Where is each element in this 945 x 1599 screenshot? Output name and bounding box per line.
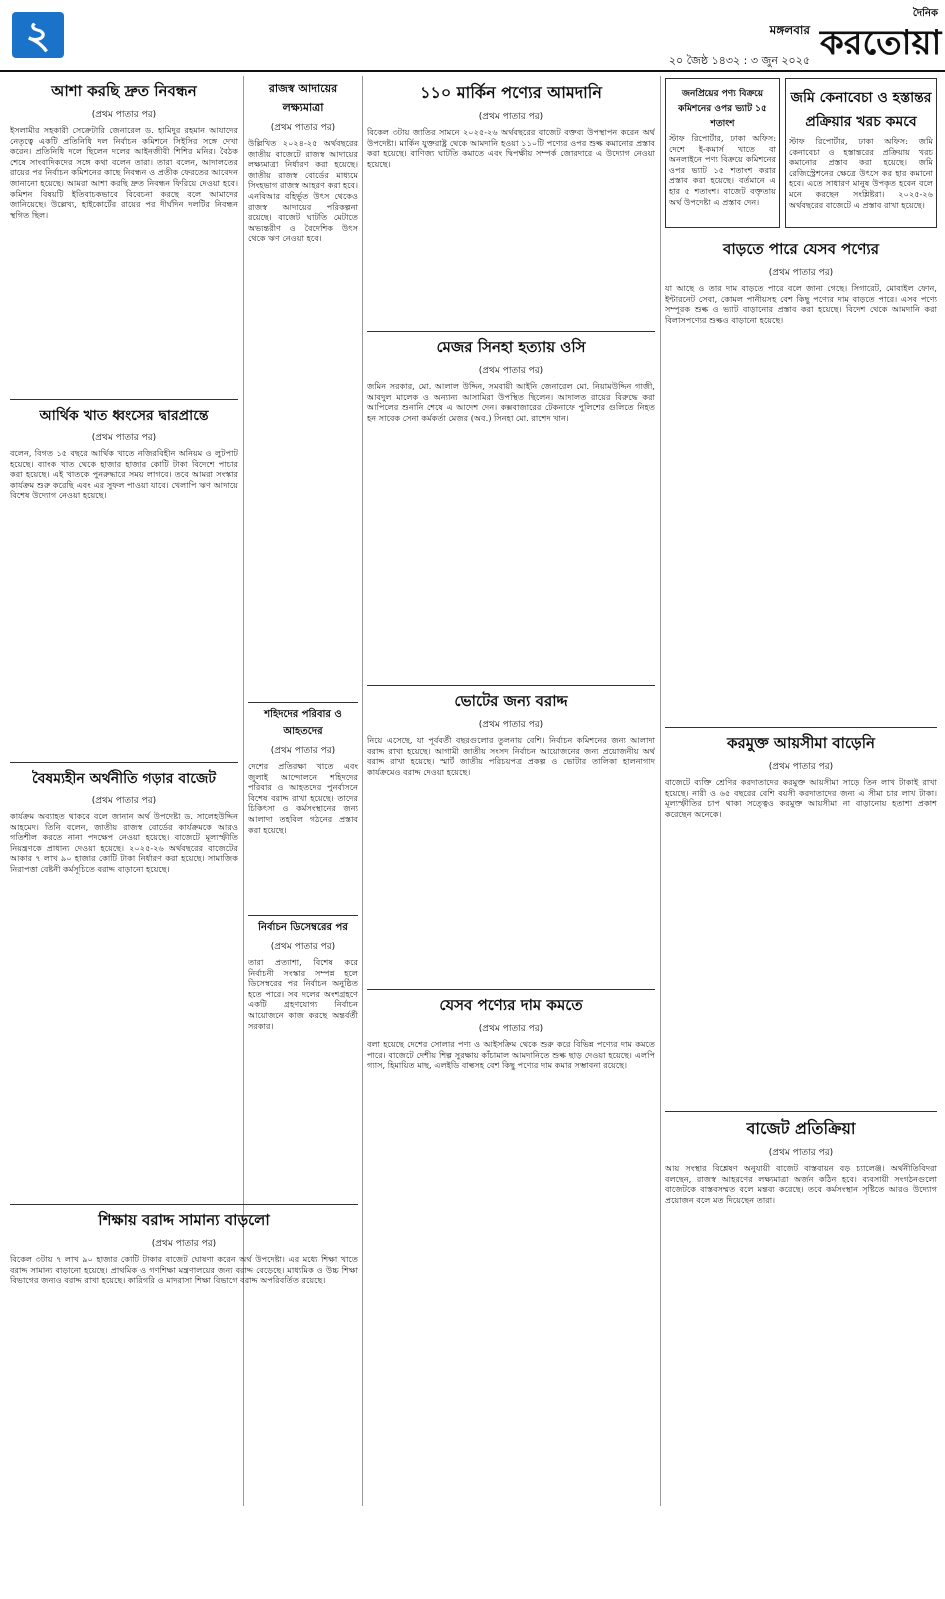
headline-a4: রাজস্ব আদায়ের লক্ষ্যমাত্রা xyxy=(268,82,338,114)
sub-a1: (প্রথম পাতার পর) xyxy=(91,110,157,120)
column-rule xyxy=(362,76,363,1506)
column-3 xyxy=(367,76,655,1599)
headline-a6: ১১০ মার্কিন পণ্যের আমদানি xyxy=(420,83,602,102)
body-a10: স্টাফ রিপোর্টার, ঢাকা অফিস: দেশে ই-কমার্স খাতে বা অনলাইনে পণ্য বিক্রয়ে কমিশনের ওপর ভ্যাট ১৫ শতাংশ করার প্রস্তাব করা হয়েছে। বর্তমানে এ হার ৫ শতাংশ। বাজেট বক্তৃতায় অর্থ উপদেষ্টা এ প্রস্তাব দেন। xyxy=(669,133,776,207)
article-education xyxy=(10,1200,358,1524)
column-2 xyxy=(248,76,358,1107)
body-a6: বিকেল ৩টায় জাতির সামনে ২০২৫-২৬ অর্থবছরের বাজেট বক্তব্য উপস্থাপন করেন অর্থ উপদেষ্টা। মার্কিন যুক্তরাষ্ট্র থেকে আমদানি হওয়া ১১০টি পণ্যের ওপর শুল্ক কমানোর প্রস্তাব করা হয়েছে। বাণিজ্য ঘাটতি কমাতে এবং দ্বিপক্ষীয় সম্পর্ক জোরদারে এ উদ্যোগ নেওয়া হয়েছে। xyxy=(367,127,655,169)
body-a4: উল্লিখিত ২০২৪-২৫ অর্থবছরের জাতীয় বাজেটে রাজস্ব আদায়ের লক্ষ্যমাত্রা নির্ধারণ করা হয়েছে। জাতীয় রাজস্ব বোর্ডের মাধ্যমে সিংহভাগ রাজস্ব আহরণ করা হবে। এনবিআর বহির্ভূত উৎস থেকেও রাজস্ব আদায়ের পরিকল্পনা রয়েছে। বাজেট ঘাটতি মেটাতে অভ্যন্তরীণ ও বৈদেশিক উৎস থেকে ঋণ নেওয়া হবে। xyxy=(248,138,358,244)
body-a15: দেশের প্রতিরক্ষা খাতে এবং জুলাই আন্দোলনে শহিদদের পরিবার ও আহতদের পুনর্বাসনে বিশেষ বরাদ্দ রাখা হয়েছে। তাদের চিকিৎসা ও কর্মসংস্থানের জন্য আলাদা তহবিল গঠনের প্রস্তাব করা হয়েছে। xyxy=(248,761,358,835)
sub-a14: (প্রথম পাতার পর) xyxy=(768,1148,834,1158)
column-4 xyxy=(665,234,937,1493)
column-rule xyxy=(660,76,661,1506)
body-a5: বিকেল ৩টায় ৭ লাখ ৯০ হাজার কোটি টাকার বাজেট ঘোষণা করেন অর্থ উপদেষ্টা। এর মধ্যে শিক্ষা খাতে বরাদ্দ সামান্য বাড়ানো হয়েছে। প্রাথমিক ও গণশিক্ষা মন্ত্রণালয়ের জন্য বরাদ্দ বেড়েছে। মাধ্যমিক ও উচ্চ শিক্ষা বিভাগের জন্যও বরাদ্দ রাখা হয়েছে। কারিগরি ও মাদরাসা শিক্ষা বিভাগে বরাদ্দ অপরিবর্তিত রয়েছে। xyxy=(10,1254,358,1286)
sub-a8: (প্রথম পাতার পর) xyxy=(478,720,544,730)
headline-a7: মেজর সিনহা হত্যায় ওসি xyxy=(436,338,586,356)
sub-a16: (প্রথম পাতার পর) xyxy=(270,942,336,952)
body-a16: তারা প্রত্যাশা, বিশেষ করে নির্বাচনী সংস্কার সম্পন্ন হলে ডিসেম্বরের পর নির্বাচন অনুষ্ঠিত হতে পারে। সব দলের অংশগ্রহণে একটি গ্রহণযোগ্য নির্বাচন আয়োজনে কাজ করছে অন্তর্বর্তী সরকার। xyxy=(248,957,358,1031)
masthead-logo xyxy=(820,6,942,63)
headline-a15: শহিদদের পরিবার ও আহতদের xyxy=(264,709,342,737)
body-a3: কার্যক্রম অব্যাহত থাকবে বলে জানান অর্থ উপদেষ্টা ড. সালেহউদ্দিন আহমেদ। তিনি বলেন, জাতীয় রাজস্ব বোর্ডের কার্যক্রমকে আরও গতিশীল করতে নানা পদক্ষেপ নেওয়া হয়েছে। বাজেটে মূল্যস্ফীতি নিয়ন্ত্রণকে প্রাধান্য দেওয়া হয়েছে। ২০২৫-২৬ অর্থবছরের বাজেটের আকার ৭ লাখ ৯০ হাজার কোটি টাকা নির্ধারণ করা হয়েছে। সামাজিক নিরাপত্তা বেষ্টনী কর্মসূচিতে বরাদ্দ বাড়ানো হয়েছে। xyxy=(10,811,238,874)
headline-a14: বাজেট প্রতিক্রিয়া xyxy=(746,1119,856,1138)
sub-a6: (প্রথম পাতার পর) xyxy=(478,112,544,122)
body-a14: আয় সংস্থার বিশ্লেষণ অনুযায়ী বাজেট বাস্তবায়ন বড় চ্যালেঞ্জ। অর্থনীতিবিদরা বলছেন, রাজস্ব আহরণের লক্ষ্যমাত্রা অর্জন কঠিন হবে। ব্যবসায়ী সংগঠনগুলো বাজেটকে বাস্তবসম্মত বলে মন্তব্য করেছে। তবে কর্মসংস্থান সৃষ্টিতে আরও উদ্যোগ প্রয়োজন বলে মত দিয়েছেন তারা। xyxy=(665,1163,937,1205)
headline-a1: আশা করছি দ্রুত নিবন্ধন xyxy=(51,82,197,100)
sub-a5: (প্রথম পাতার পর) xyxy=(151,1239,217,1249)
sub-a2: (প্রথম পাতার পর) xyxy=(91,433,157,443)
body-a8: নিয়ে এসেছে, যা পূর্ববর্তী বছরগুলোর তুলনায় বেশি। নির্বাচন কমিশনের জন্য আলাদা বরাদ্দ রাখা হয়েছে। আগামী জাতীয় সংসদ নির্বাচন আয়োজনের জন্য প্রয়োজনীয় অর্থ বরাদ্দ রাখা হয়েছে। স্মার্ট জাতীয় পরিচয়পত্র প্রকল্প ও ভোটার তালিকা হালনাগাদ কার্যক্রমেও বরাদ্দ দেওয়া হয়েছে। xyxy=(367,735,655,777)
body-a13: বাজেটে ব্যক্তি শ্রেণির করদাতাদের করমুক্ত আয়সীমা সাড়ে তিন লাখ টাকাই রাখা হয়েছে। নারী ও ৬৫ বছরের বেশি বয়সী করদাতাদের জন্য এ সীমা চার লাখ টাকা। মূল্যস্ফীতির চাপ থাকা সত্ত্বেও করমুক্ত আয়সীমা না বাড়ানোয় হতাশা প্রকাশ করেছেন অনেকে। xyxy=(665,777,937,819)
box-a10 xyxy=(665,78,780,228)
headline-a11: জমি কেনাবেচা ও হস্তান্তর প্রক্রিয়ার খরচ কমবে xyxy=(790,90,932,130)
dateline xyxy=(560,22,810,71)
page-number: ২ xyxy=(12,12,64,58)
headline-a5: শিক্ষায় বরাদ্দ সামান্য বাড়লো xyxy=(98,1211,270,1229)
headline-a3: বৈষম্যহীন অর্থনীতি গড়ার বাজেট xyxy=(32,771,216,787)
sub-a3: (প্রথম পাতার পর) xyxy=(91,796,157,806)
headline-a8: ভোটের জন্য বরাদ্দ xyxy=(454,692,568,710)
headline-a12: বাড়তে পারে যেসব পণ্যের xyxy=(722,240,880,258)
page-header xyxy=(0,0,945,72)
headline-a13: করমুক্ত আয়সীমা বাড়েনি xyxy=(727,734,875,752)
sub-a15: (প্রথম পাতার পর) xyxy=(270,746,336,756)
date-label: ২০ জৈষ্ঠ ১৪৩২ : ৩ জুন ২০২৫ xyxy=(668,54,810,67)
headline-a9: যেসব পণ্যের দাম কমতে xyxy=(439,996,583,1014)
body-a1: ইসলামীর সহকারী সেক্রেটারি জেনারেল ড. হামিদুর রহমান আযাদের নেতৃত্বে একটি প্রতিনিধি দল নির্বাচন কমিশনে সিইসির সঙ্গে দেখা করেন। প্রতিনিধি দলে ছিলেন দলের আইনজীবী শিশির মনির। বৈঠক শেষে সাংবাদিকদের সঙ্গে কথা বলেন তারা। তারা বলেন, আদালতের রায়ের পর নির্বাচন কমিশনের কাছে নিবন্ধন ও প্রতীক ফেরতের আবেদন জানানো হয়েছে। আমরা আশা করছি দ্রুত নিবন্ধন ফিরিয়ে দেওয়া হবে। কমিশন বিষয়টি ইতিবাচকভাবে বিবেচনা করছে বলে আমাদের জানিয়েছে। উল্লেখ্য, হাইকোর্টের রায়ের পর দীর্ঘদিন দলটির নিবন্ধন স্থগিত ছিল। xyxy=(10,125,238,220)
sub-a7: (প্রথম পাতার পর) xyxy=(478,366,544,376)
body-a2: বলেন, বিগত ১৫ বছরে আর্থিক খাতে নজিরবিহীন অনিয়ম ও লুটপাট হয়েছে। ব্যাংক খাত থেকে হাজার হাজার কোটি টাকা বিদেশে পাচার করা হয়েছে। এই খাতকে পুনরুদ্ধারে সময় লাগবে। তবে আমরা সংস্কার কার্যক্রম শুরু করেছি এবং এর সুফল পাওয়া যাবে। খেলাপি ঋণ আদায়ে বিশেষ উদ্যোগ নেওয়া হয়েছে। xyxy=(10,448,238,501)
headline-a2: আর্থিক খাত ধ্বংসের দ্বারপ্রান্তে xyxy=(39,408,209,424)
body-a11: স্টাফ রিপোর্টার, ঢাকা অফিস: জমি কেনাবেচা ও হস্তান্তরের প্রক্রিয়ায় খরচ কমানোর প্রস্তাব করা হয়েছে। জমি রেজিস্ট্রেশনের ক্ষেত্রে উৎসে কর হার কমানো হবে। এতে সাধারণ মানুষ উপকৃত হবেন বলে মনে করছেন সংশ্লিষ্টরা। ২০২৫-২৬ অর্থবছরের বাজেটে এ প্রস্তাব রাখা হয়েছে। xyxy=(789,136,933,210)
box-a11 xyxy=(785,78,937,228)
masthead-big: করতোয়া xyxy=(820,23,942,63)
masthead-small: দৈনিক xyxy=(912,8,938,19)
body-a7: জমিন সরকার, মো. আলাল উদ্দিন, সমবায়ী আইনি জেনারেল মো. নিয়ামউদ্দিন গাজী, আবদুল মালেক ও অন্যান্য আসামিরা উপস্থিত ছিলেন। আদালত রায়ের বিরুদ্ধে করা আপিলের শুনানি শেষে এ আদেশ দেন। কক্সবাজারের টেকনাফে পুলিশের গুলিতে নিহত হন সাবেক সেনা কর্মকর্তা মেজর (অব.) সিনহা মো. রাশেদ খান। xyxy=(367,381,655,423)
headline-a10: জনপ্রিয়ের পণ্য বিক্রয়ে কমিশনের ওপর ভ্যাট ১৫ শতাংশ xyxy=(678,89,767,129)
sub-a12: (প্রথম পাতার পর) xyxy=(768,268,834,278)
column-1 xyxy=(10,76,238,1291)
body-a9: বলা হয়েছে দেশের সোলার পণ্য ও আইসক্রিম থেকে শুরু করে বিভিন্ন পণ্যের দাম কমতে পারে। বাজেটে দেশীয় শিল্প সুরক্ষায় কাঁচামাল আমদানিতে শুল্ক ছাড় দেওয়া হয়েছে। এলপি গ্যাস, হিমায়িত মাছ, এলইডি বাল্বসহ বেশ কিছু পণ্যের দাম কমার সম্ভাবনা রয়েছে। xyxy=(367,1039,655,1071)
sub-a4: (প্রথম পাতার পর) xyxy=(270,123,336,133)
day-label: মঙ্গলবার xyxy=(769,23,810,37)
body-a12: যা আছে ও তার দাম বাড়তে পারে বলে জানা গেছে। সিগারেট, মোবাইল ফোন, ইন্টারনেট সেবা, কোমল পানীয়সহ বেশ কিছু পণ্যের দাম বাড়তে পারে। এসব পণ্যে সম্পূরক শুল্ক ও ভ্যাট বাড়ানোর প্রস্তাব করা হয়েছে। বিদেশ থেকে আমদানি করা বিলাসপণ্যের শুল্কও বাড়ানো হয়েছে। xyxy=(665,283,937,325)
headline-a16: নির্বাচন ডিসেম্বরের পর xyxy=(258,922,348,933)
sub-a13: (প্রথম পাতার পর) xyxy=(768,762,834,772)
sub-a9: (প্রথম পাতার পর) xyxy=(478,1024,544,1034)
